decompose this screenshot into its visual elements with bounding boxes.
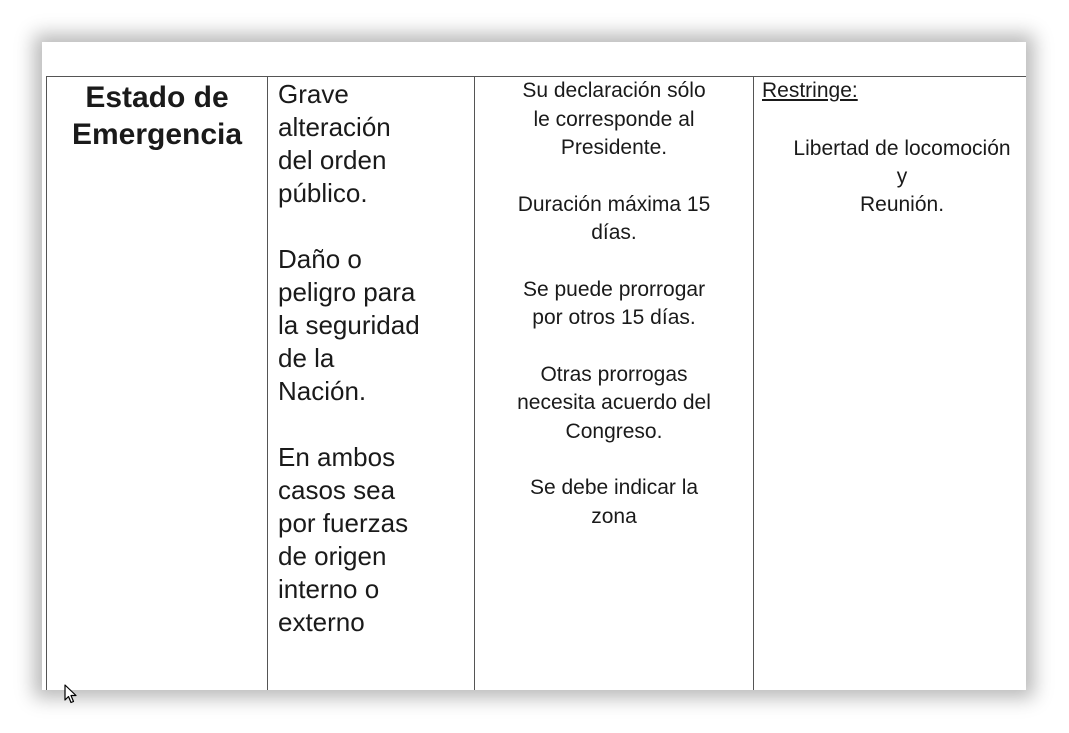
rule-line: Presidente. <box>560 136 668 159</box>
rule-paragraph-4 <box>483 361 745 447</box>
restriction-line: Reunión. <box>859 193 945 216</box>
rule-line: le corresponde al <box>533 107 695 131</box>
rule-paragraph-5 <box>483 474 745 531</box>
rule-paragraph-1 <box>483 77 745 163</box>
cause-line: peligro para <box>278 277 416 307</box>
rule-line: Se puede prorrogar <box>522 277 706 301</box>
cause-line: por fuerzas <box>278 508 409 538</box>
mouse-pointer-icon <box>64 684 78 704</box>
rules-cell <box>475 77 754 691</box>
state-name-line-2: Emergencia <box>71 118 243 151</box>
state-name-line-1: Estado de <box>85 81 229 114</box>
state-name-cell <box>47 77 268 691</box>
rule-line: Duración máxima 15 <box>517 192 711 216</box>
restrictions-heading: Restringe: <box>762 79 858 102</box>
causes-cell <box>268 77 475 691</box>
restriction-line: y <box>896 165 908 188</box>
rule-line: Congreso. <box>565 419 663 443</box>
cause-line: casos sea <box>278 475 396 505</box>
cause-line: En ambos <box>278 442 396 472</box>
restrictions-cell <box>754 77 1027 691</box>
cause-line: de origen <box>278 541 387 571</box>
rule-line: por otros 15 días. <box>532 306 696 329</box>
rule-line: días. <box>591 221 637 244</box>
rule-line: necesita acuerdo del <box>517 391 711 414</box>
cause-line: externo <box>278 607 365 637</box>
cause-line: interno o <box>278 574 380 604</box>
table-row <box>47 77 1027 691</box>
restriction-line: Libertad de locomoción <box>793 137 1011 160</box>
cause-line: la seguridad <box>278 310 420 340</box>
rule-line: Su declaración sólo <box>522 79 706 102</box>
cause-line: alteración <box>278 112 391 142</box>
cause-paragraph-2 <box>278 243 468 408</box>
cause-paragraph-3 <box>278 441 468 639</box>
rule-line: zona <box>591 504 637 528</box>
cause-paragraph-1 <box>278 78 468 210</box>
rule-paragraph-2 <box>483 191 745 248</box>
rule-line: Se debe indicar la <box>529 476 699 499</box>
states-of-exception-table <box>46 76 1026 690</box>
cause-line: del orden <box>278 145 387 175</box>
rule-line: Otras prorrogas <box>540 362 688 386</box>
cause-line: público. <box>278 178 368 208</box>
document-page <box>42 42 1026 690</box>
cause-line: Grave <box>278 79 349 109</box>
cause-line: Daño o <box>278 244 362 274</box>
rule-paragraph-3 <box>483 276 745 333</box>
cause-line: de la <box>278 343 335 373</box>
cause-line: Nación. <box>278 376 367 406</box>
